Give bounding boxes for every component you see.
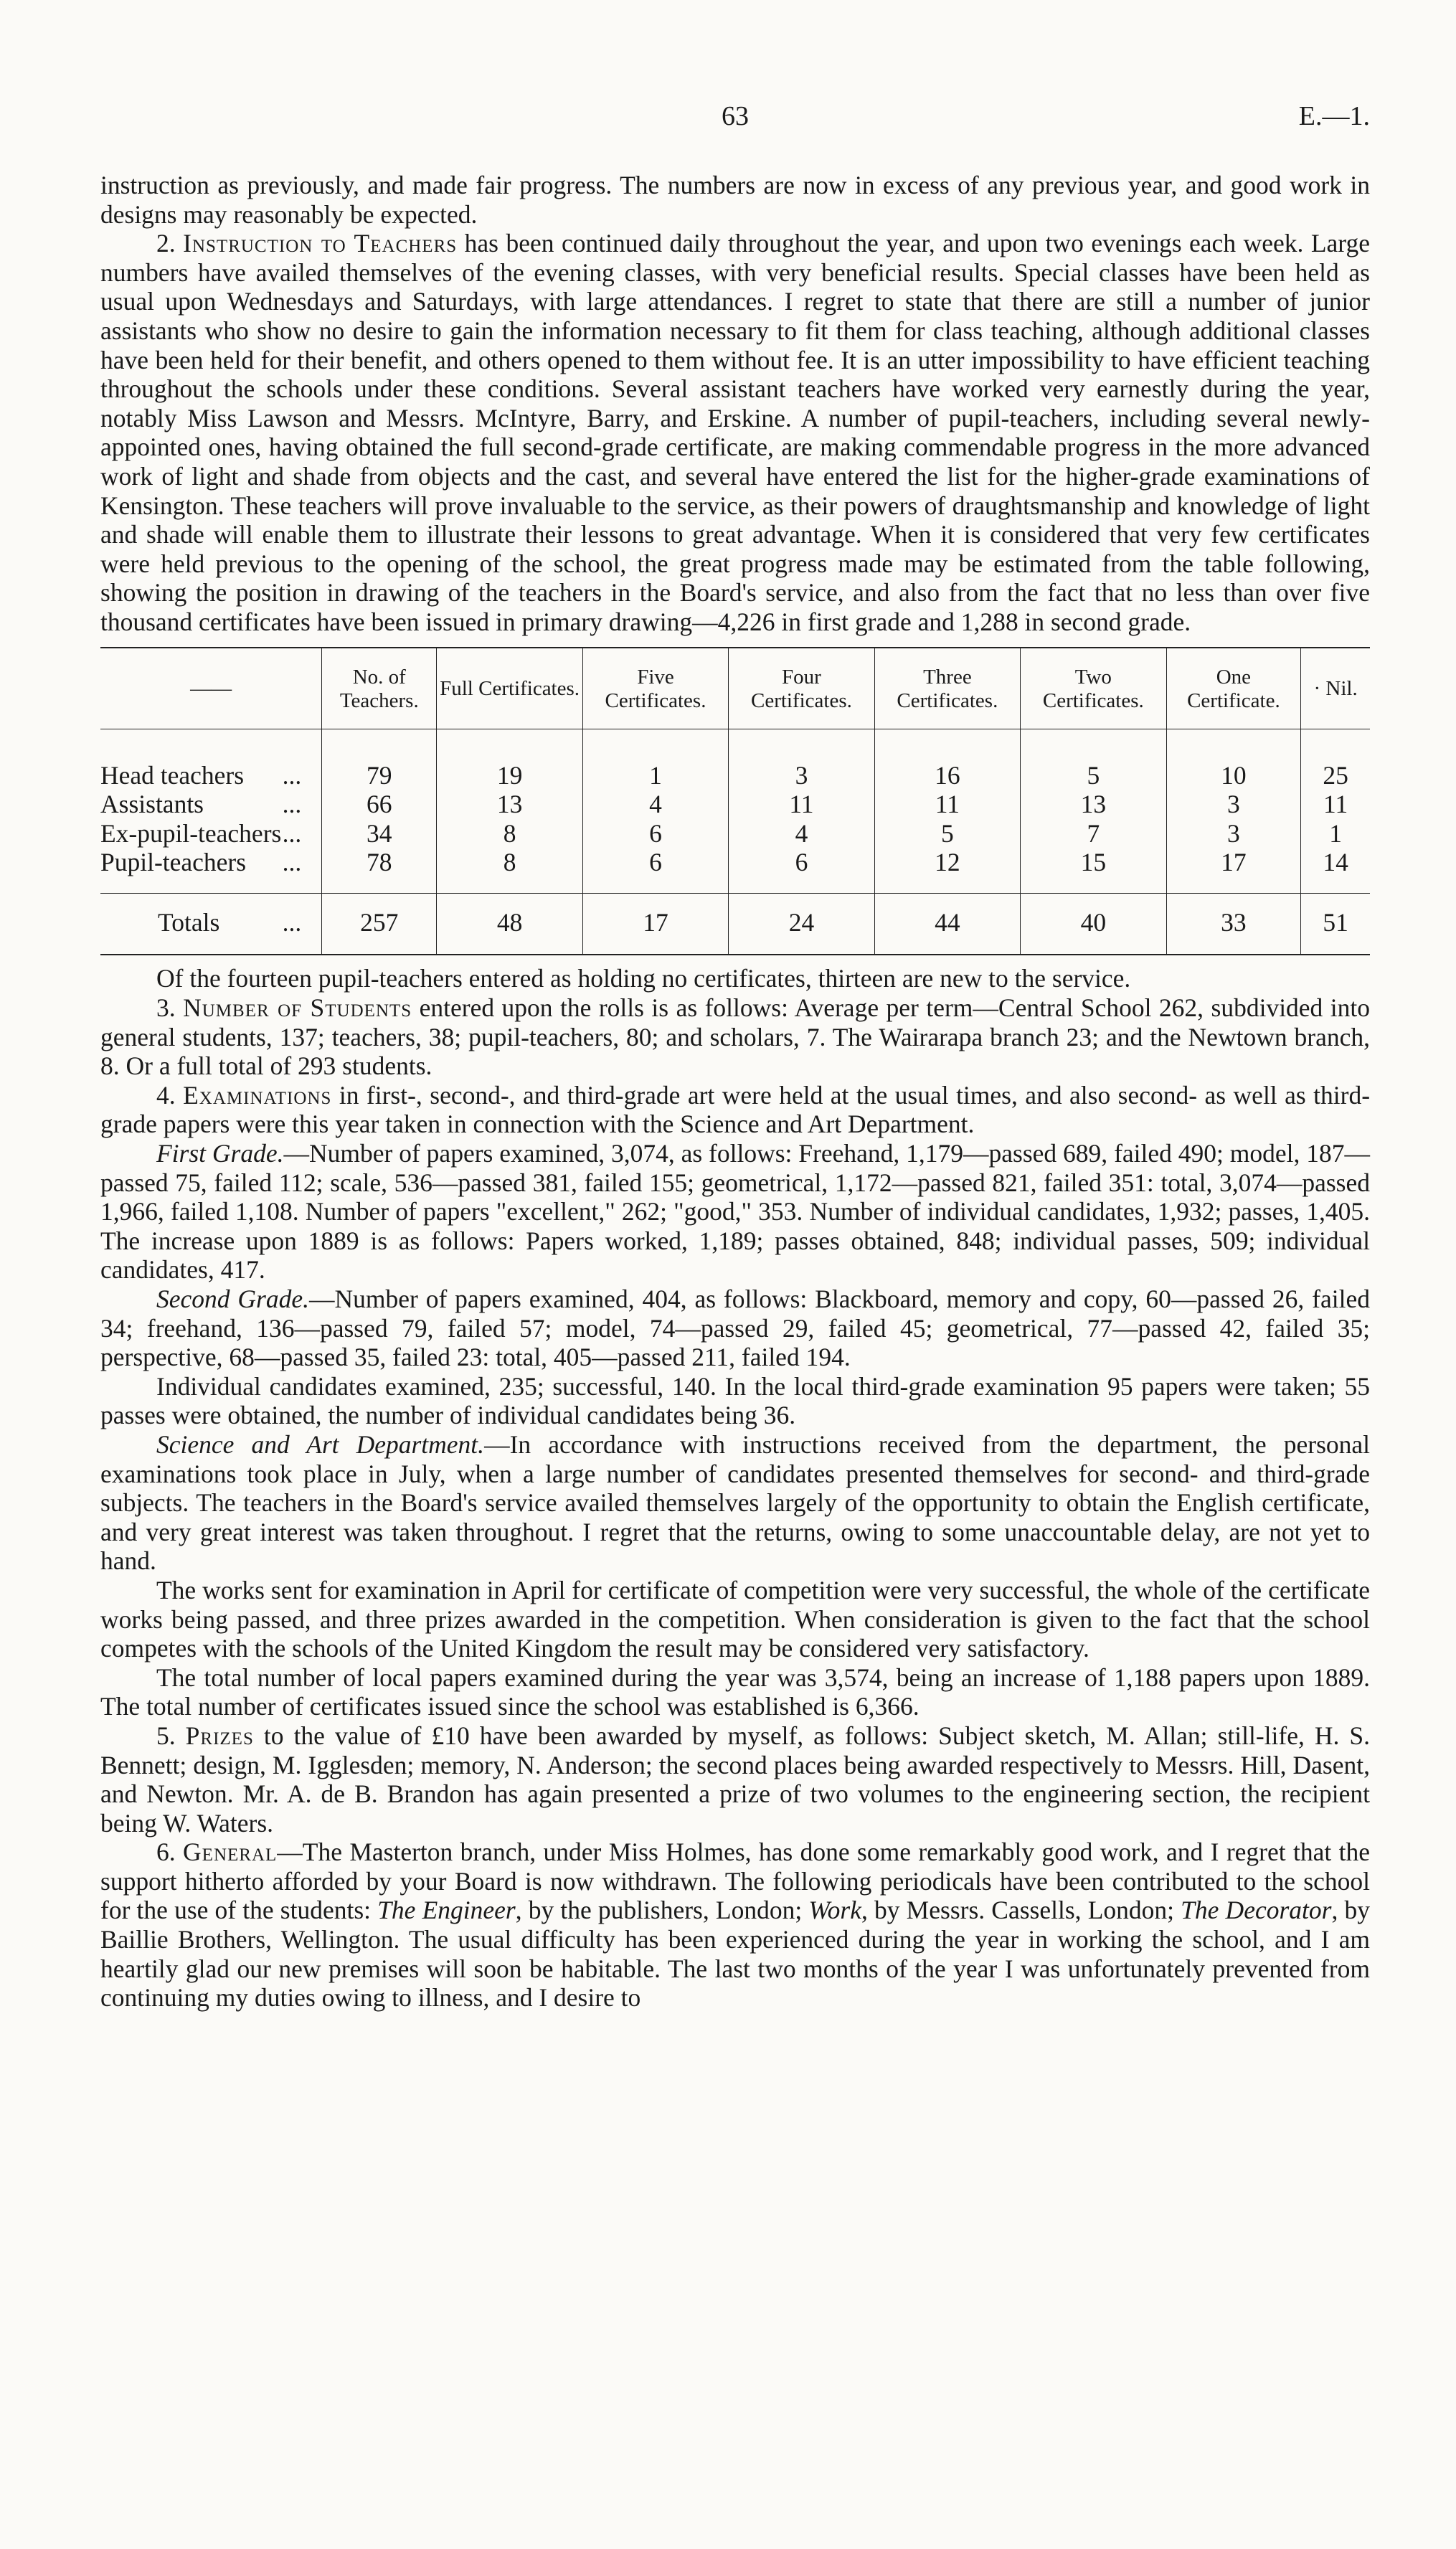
subsection-text: —Number of papers examined, 404, as follows: Blackboard, memory and copy, 60—passed 26, failed 34; freehand, 136—passed 79, failed 57; model, 74—passed 29, failed 45; geometrical, 77—passed 42, failed 35; perspective, 68—passed 35, failed 23: total, 405—passed 211, failed 194.	[100, 1285, 1370, 1372]
table-cell: 1	[1301, 819, 1370, 848]
table-row	[100, 790, 1370, 819]
periodical-title: The Decorator	[1181, 1896, 1332, 1925]
table-cell: 16	[874, 729, 1020, 790]
table-cell: 4	[582, 790, 728, 819]
table-cell: 8	[437, 819, 582, 848]
totals-label-cell	[100, 893, 322, 955]
row-label-cell	[100, 790, 322, 819]
table-cell: 79	[322, 729, 437, 790]
table-row	[100, 819, 1370, 848]
table-cell: 3	[729, 729, 874, 790]
row-label: Assistants	[100, 790, 204, 819]
section-text: —The Masterton branch, under Miss Holmes, has done some remarkably good work, and I regret that the support hitherto afforded by your Board is now withdrawn. The following periodicals have been contributed to the school for the use of the students:	[100, 1838, 1371, 1925]
section-instruction-to-teachers	[100, 229, 1370, 636]
second-grade-paragraph	[100, 1285, 1370, 1372]
section-number: 2.	[156, 229, 176, 258]
row-label: Pupil-teachers	[100, 848, 247, 877]
column-header: Four Certificates.	[729, 648, 874, 729]
table-cell: 1	[582, 729, 728, 790]
individual-candidates-paragraph: Individual candidates examined, 235; successful, 140. In the local third-grade examination 95 papers were taken; 55 passes were obtained, the number of individual candidates being 36.	[100, 1371, 1370, 1430]
table-cell: 17	[1166, 848, 1301, 893]
leader-dots: ...	[282, 760, 302, 790]
column-header: Full Certificates.	[437, 648, 582, 729]
table-cell: 66	[322, 790, 437, 819]
column-header: Three Certificates.	[874, 648, 1020, 729]
total-cell: 17	[582, 893, 728, 955]
total-cell: 33	[1166, 893, 1301, 955]
table-cell: 10	[1166, 729, 1301, 790]
table-cell: 34	[322, 819, 437, 848]
table-cell: 25	[1301, 729, 1370, 790]
section-text: , by Baillie Brothers, Wellington. The usual difficulty has been experienced during the year in working the school, and I am heartily glad our new premises will soon be habitable. The last two months of the year I was unfortunately prevented from continuing my duties owing to illness, and I desire to	[100, 1896, 1370, 2013]
table-cell: 6	[729, 848, 874, 893]
totals-label: Totals	[158, 907, 220, 937]
section-prizes	[100, 1721, 1370, 1838]
table-cell: 11	[1301, 790, 1370, 819]
subsection-heading: Science and Art Department.	[156, 1429, 485, 1459]
section-text: , by Messrs. Cassells, London;	[861, 1896, 1174, 1925]
section-number: 3.	[156, 993, 176, 1023]
report-reference: E.—1.	[1298, 101, 1370, 131]
first-grade-paragraph	[100, 1139, 1370, 1285]
table-cell: 6	[582, 819, 728, 848]
section-text: , by the publishers, London;	[515, 1896, 803, 1925]
row-label-cell	[100, 819, 322, 848]
subsection-heading: Second Grade.	[156, 1285, 309, 1313]
row-label: Ex-pupil-teachers	[100, 818, 282, 848]
total-cell: 44	[874, 893, 1020, 955]
total-cell: 48	[437, 893, 582, 955]
local-papers-total-paragraph: The total number of local papers examined during the year was 3,574, being an increase of 1,188 papers upon 1889. The total number of certificates issued since the school was established is 6,366.	[100, 1663, 1370, 1721]
row-label-cell	[100, 729, 322, 790]
table-corner: ——	[100, 648, 322, 729]
competition-works-paragraph: The works sent for examination in April for certificate of competition were very successful, the whole of the certificate works being passed, and three prizes awarded in the competition. When consideration is given to the fact that the school competes with the schools of the United Kingdom the result may be considered very satisfactory.	[100, 1575, 1370, 1663]
table-cell: 15	[1021, 848, 1166, 893]
table-cell: 5	[1021, 729, 1166, 790]
teacher-certificates-table	[100, 647, 1370, 956]
table-cell: 7	[1021, 819, 1166, 848]
table-header-row	[100, 648, 1370, 729]
table-cell: 12	[874, 848, 1020, 893]
table-cell: 14	[1301, 848, 1370, 893]
intro-paragraph: instruction as previously, and made fair progress. The numbers are now in excess of any previous year, and good work in designs may reasonably be expected.	[100, 171, 1370, 229]
table-cell: 78	[322, 848, 437, 893]
section-examinations	[100, 1081, 1370, 1139]
leader-dots: ...	[282, 848, 302, 877]
section-text: to the value of £10 have been awarded by myself, as follows: Subject sketch, M. Allan; still-life, H. S. Bennett; design, M. Igglesden; memory, N. Anderson; the second places being awarded respectively to Messrs. Hill, Dasent, and Newton. Mr. A. de B. Brandon has again presented a prize of two volumes to the engineering section, the recipient being W. Waters.	[100, 1721, 1371, 1838]
table-cell: 6	[582, 848, 728, 893]
subsection-text: —Number of papers examined, 3,074, as follows: Freehand, 1,179—passed 689, failed 490; model, 187—passed 75, failed 112; scale, 536—passed 381, failed 155; geometrical, 1,172—passed 821, failed 351: total, 3,074—passed 1,966, failed 1,108. Number of papers "excellent," 262; "good," 353. Number of individual candidates, 1,932; passes, 1,405. The increase upon 1889 is as follows: Papers worked, 1,189; passes obtained, 848; individual passes, 509; individual candidates, 417.	[100, 1139, 1370, 1285]
table-cell: 8	[437, 848, 582, 893]
page-number: 63	[722, 101, 749, 131]
leader-dots: ...	[282, 907, 302, 937]
total-cell: 51	[1301, 893, 1370, 955]
section-number: 5.	[156, 1721, 176, 1750]
table-row	[100, 729, 1370, 790]
science-art-paragraph	[100, 1430, 1370, 1576]
total-cell: 40	[1021, 893, 1166, 955]
table-cell: 4	[729, 819, 874, 848]
pupil-teachers-note: Of the fourteen pupil-teachers entered as holding no certificates, thirteen are new to the service.	[156, 964, 1131, 993]
section-heading: General	[183, 1838, 278, 1867]
periodical-title: The Engineer	[377, 1896, 516, 1925]
section-text: in first-, second-, and third-grade art were held at the usual times, and also second- as well as third-grade papers were this year taken in connection with the Science and Art Department.	[100, 1080, 1371, 1139]
subsection-text: —In accordance with instructions received from the department, the personal examinations took place in July, when a large number of candidates presented themselves for second- and third-grade subjects. The teachers in the Board's service availed themselves largely of the opportunity to obtain the English certificate, and very great interest was taken throughout. I regret that the returns, owing to some unaccountable delay, are not yet to hand.	[100, 1429, 1370, 1576]
row-label-cell	[100, 848, 322, 893]
page-header	[100, 100, 1370, 143]
leader-dots: ...	[282, 818, 302, 848]
table-cell: 5	[874, 819, 1020, 848]
section-number: 4.	[156, 1080, 176, 1110]
section-heading: Number of Students	[183, 993, 412, 1023]
section-heading: Instruction to Teachers	[183, 229, 458, 258]
column-header: Five Certificates.	[582, 648, 728, 729]
subsection-heading: First Grade.	[156, 1139, 284, 1168]
total-cell: 257	[322, 893, 437, 955]
section-heading: Prizes	[185, 1721, 254, 1750]
table-cell: 13	[1021, 790, 1166, 819]
section-number-of-students	[100, 993, 1370, 1081]
column-header: Two Certificates.	[1021, 648, 1166, 729]
table-cell: 3	[1166, 819, 1301, 848]
column-header: · Nil.	[1301, 648, 1370, 729]
section-text: has been continued daily throughout the year, and upon two evenings each week. Large numbers have availed themselves of the evening classes, with very beneficial results. Special classes have been held as usual upon Wednesdays and Saturdays, with large attendances. I regret to state that there are still a number of junior assistants who show no desire to gain the information necessary to fit them for class teaching, although additional classes have been held for their benefit, and others opened to them without fee. It is an utter impossibility to have efficient teaching throughout the schools under these conditions. Several assistant teachers have worked very earnestly during the year, notably Miss Lawson and Messrs. McIntyre, Barry, and Erskine. A number of pupil-teachers, including several newly-appointed ones, having obtained the full second-grade certificate, are making commendable progress in the more advanced work of light and shade from objects and the cast, and several have entered the list for the higher-grade examinations of Kensington. These teachers will prove invaluable to the service, as their powers of draughtsmanship and knowledge of light and shade will enable them to illustrate their lessons to great advantage. When it is considered that very few certificates were held previous to the opening of the school, the great progress made may be estimated from the table following, showing the position in drawing of the teachers in the Board's service, and also from the fact that no less than over five thousand certificates have been issued in primary drawing—4,226 in first grade and 1,288 in second grade.	[100, 229, 1370, 636]
periodical-title: Work	[808, 1896, 861, 1925]
section-text: entered upon the rolls is as follows: Average per term—Central School 262, subdivided into general students, 137; teachers, 38; pupil-teachers, 80; and scholars, 7. The Wairarapa branch 23; and the Newtown branch, 8. Or a full total of 293 students.	[100, 993, 1371, 1081]
section-number: 6.	[156, 1838, 176, 1867]
section-general	[100, 1838, 1370, 2013]
column-header: One Certificate.	[1166, 648, 1301, 729]
table-cell: 19	[437, 729, 582, 790]
report-body	[100, 171, 1370, 2013]
totals-row	[100, 893, 1370, 955]
table-cell: 3	[1166, 790, 1301, 819]
section-heading: Examinations	[183, 1080, 332, 1110]
table-row	[100, 848, 1370, 893]
total-cell: 24	[729, 893, 874, 955]
table-cell: 13	[437, 790, 582, 819]
leader-dots: ...	[282, 790, 302, 819]
column-header: No. of Teachers.	[322, 648, 437, 729]
row-label: Head teachers	[100, 760, 245, 790]
table-cell: 11	[874, 790, 1020, 819]
table-cell: 11	[729, 790, 874, 819]
